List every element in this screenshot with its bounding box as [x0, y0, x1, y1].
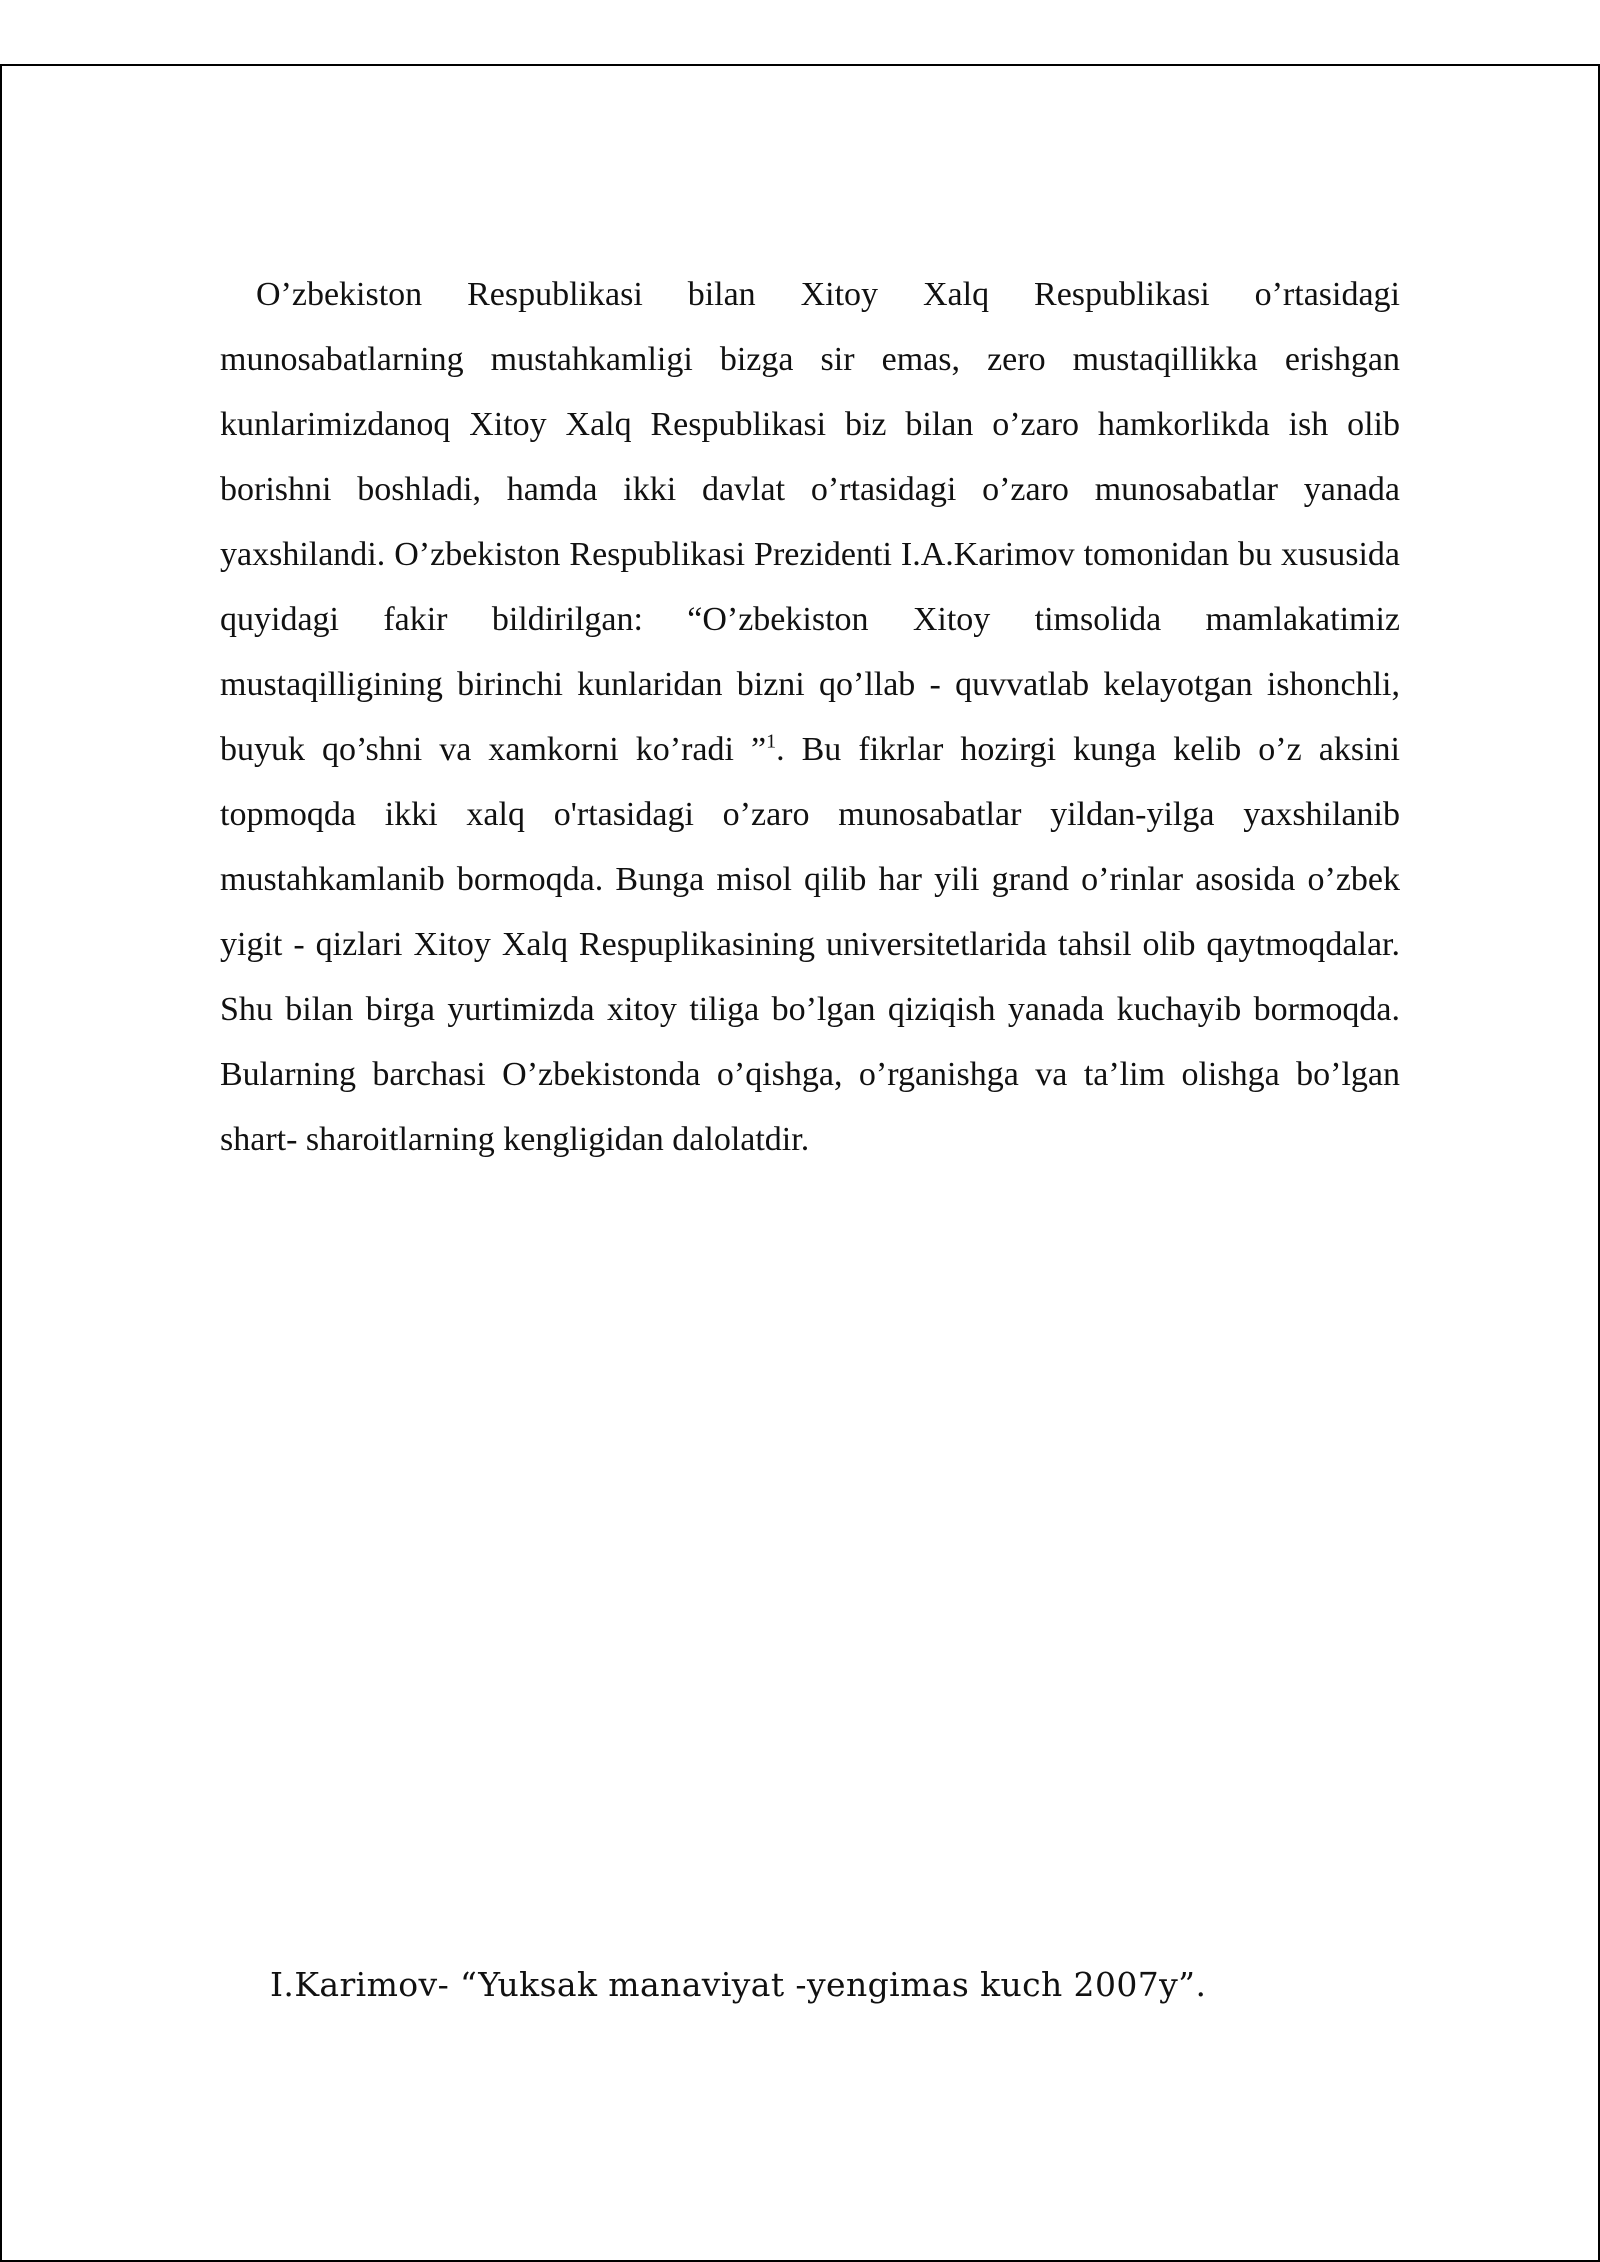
footnote-reference: 1 [766, 730, 777, 753]
paragraph-text-part-2: . Bu fikrlar hozirgi kunga kelib o’z aksini topmoqda ikki xalq o'rtasidagi o’zaro munosabatlar yildan-yilga yaxshilanib mustahkamlanib bormoqda. Bunga misol qilib har yili grand o’rinlar asosida o’zbek yigit - qizlari Xitoy Xalq Respuplikasining universitetlarida tahsil olib qaytmoqdalar. Shu bilan birga yurtimizda xitoy tiliga bo’lgan qiziqish yanada kuchayib bormoqda. Bularning barchasi O’zbekistonda o’qishga, o’rganishga va ta’lim olishga bo’lgan shart- sharoitlarning kengligidan dalolatdir. [220, 731, 1400, 1158]
paragraph-text-part-1: O’zbekiston Respublikasi bilan Xitoy Xalq Respublikasi o’rtasidagi munosabatlarning mustahkamligi bizga sir emas, zero mustaqillikka erishgan kunlarimizdanoq Xitoy Xalq Respublikasi biz bilan o’zaro hamkorlikda ish olib borishni boshladi, hamda ikki davlat o’rtasidagi o’zaro munosabatlar yanada yaxshilandi. O’zbekiston Respublikasi Prezidenti I.A.Karimov tomonidan bu xususida quyidagi fakir bildirilgan: “O’zbekiston Xitoy timsolida mamlakatimiz mustaqilligining birinchi kunlaridan bizni qo’llab - quvvatlab kelayotgan ishonchli, buyuk qo’shni va xamkorni ko’radi ” [220, 276, 1400, 768]
page-frame [0, 64, 1600, 2262]
footnote-text: I.Karimov- “Yuksak manaviyat -yengimas kuch 2007y”. [270, 1965, 1207, 2004]
body-paragraph [220, 262, 1400, 1172]
